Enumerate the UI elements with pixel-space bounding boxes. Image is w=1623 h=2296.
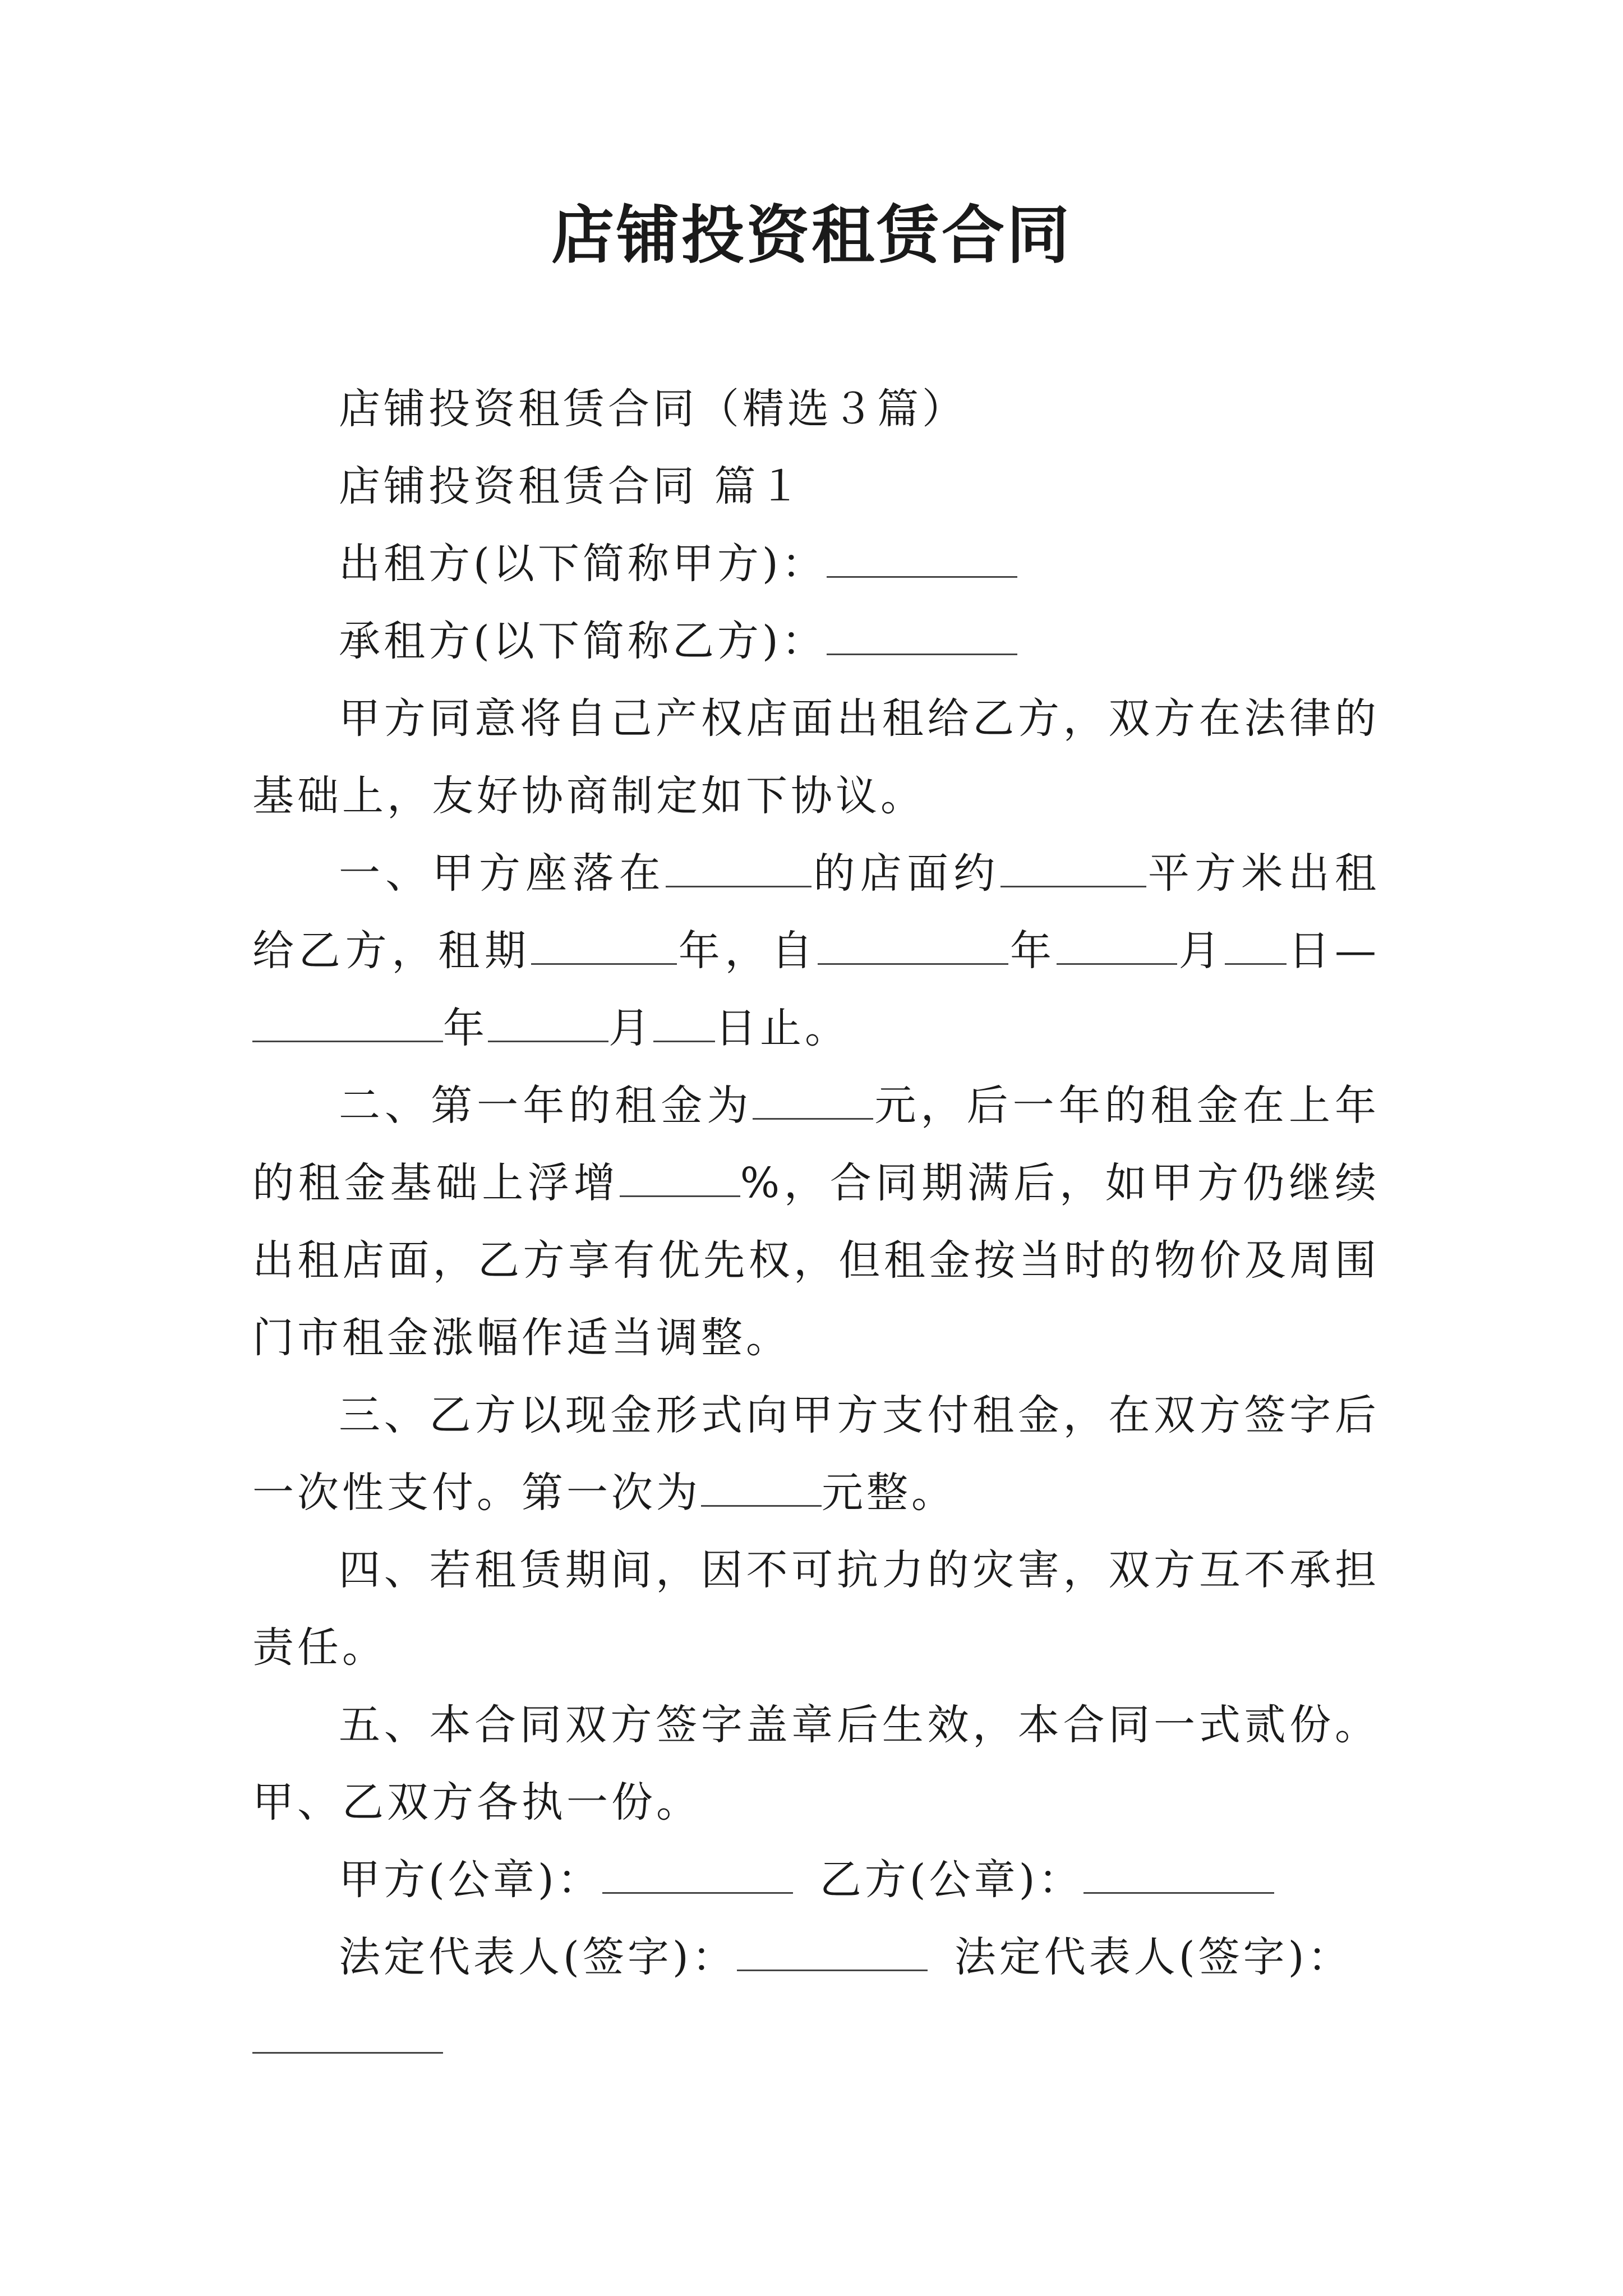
- rep-a-blank[interactable]: [737, 1932, 928, 1971]
- rep-b-label: 法定代表人(签字)：: [954, 1933, 1353, 1981]
- clause-3-text-b: 元整。: [822, 1469, 956, 1517]
- rep-b-line: [252, 1996, 1380, 2073]
- lessee-blank[interactable]: [827, 616, 1017, 655]
- end-year-blank[interactable]: [252, 1003, 443, 1042]
- document-body: [252, 370, 1380, 2073]
- clause-1-text-e: 年: [1008, 927, 1057, 975]
- end-month-blank[interactable]: [488, 1003, 608, 1042]
- clause-2-text-c: %，合同期满后，如甲方仍继续出租店面，乙方享有优先权，但租金按当时的物价及周围门市租金涨幅作适当调整。: [252, 1159, 1380, 1362]
- seal-row: [252, 1841, 1380, 1918]
- clause-5: 五、本合同双方签字盖章后生效，本合同一式贰份。甲、乙双方各执一份。: [252, 1701, 1380, 1826]
- lessor-label: 出租方(以下简称甲方)：: [339, 540, 827, 588]
- rep-b-blank[interactable]: [252, 2018, 443, 2054]
- clause-3-text-a: 三、乙方以现金形式向甲方支付租金，在双方签字后一次性支付。第一次为: [252, 1391, 1380, 1517]
- term-years-blank[interactable]: [531, 926, 677, 965]
- clause-1-text-f: 月: [1177, 927, 1225, 975]
- clause-1-text-b: 的店面约: [811, 849, 1000, 898]
- start-month-blank[interactable]: [1057, 926, 1177, 965]
- clause-1-text-d: 年，自: [676, 927, 818, 975]
- first-payment-blank[interactable]: [701, 1467, 822, 1507]
- lessor-blank[interactable]: [827, 539, 1017, 578]
- representative-row: [252, 1918, 1380, 1996]
- first-year-rent-blank[interactable]: [753, 1080, 873, 1120]
- party-a-seal-blank[interactable]: [602, 1855, 793, 1894]
- location-blank[interactable]: [666, 848, 811, 887]
- clause-1: [252, 835, 1380, 1067]
- clause-2-text-a: 二、第一年的租金为: [339, 1082, 753, 1130]
- clause-1-text-j: 日止。: [715, 1004, 850, 1052]
- clause-1-text-c: 平方米出租给乙方，租期: [252, 849, 1380, 975]
- lessee-label: 承租方(以下简称乙方)：: [339, 617, 827, 665]
- clause-3: [252, 1377, 1380, 1531]
- clause-1-text-i: 月: [608, 1004, 653, 1052]
- clause-2: [252, 1067, 1380, 1377]
- clause-2-text-b: 元，后一年的租金在上年的租金基础上浮增: [252, 1082, 1380, 1207]
- intro-paragraph: 甲方同意将自己产权店面出租给乙方，双方在法律的基础上，友好协商制定如下协议。: [252, 694, 1380, 820]
- clause-1-text-a: 一、甲方座落在: [339, 849, 666, 898]
- party-b-seal-label: 乙方(公章)：: [819, 1856, 1083, 1904]
- clause-1-text-g: 日—: [1287, 927, 1380, 975]
- rep-a-label: 法定代表人(签字)：: [339, 1933, 737, 1981]
- start-year-blank[interactable]: [818, 926, 1008, 965]
- start-day-blank[interactable]: [1225, 926, 1287, 965]
- increase-rate-blank[interactable]: [620, 1158, 740, 1197]
- party-b-seal-blank[interactable]: [1083, 1855, 1274, 1894]
- section-heading: 店铺投资租赁合同 篇１: [339, 462, 804, 510]
- lessor-line: [252, 525, 1380, 602]
- end-day-blank[interactable]: [653, 1003, 715, 1042]
- clause-1-text-h: 年: [443, 1004, 488, 1052]
- clause-4: 四、若租赁期间，因不可抗力的灾害，双方互不承担责任。: [252, 1546, 1380, 1672]
- area-blank[interactable]: [1000, 848, 1146, 887]
- subtitle-line: 店铺投资租赁合同（精选３篇）: [339, 385, 967, 433]
- party-a-seal-label: 甲方(公章)：: [339, 1856, 602, 1904]
- lessee-line: [252, 602, 1380, 680]
- document-title: 店铺投资租赁合同: [551, 199, 1072, 272]
